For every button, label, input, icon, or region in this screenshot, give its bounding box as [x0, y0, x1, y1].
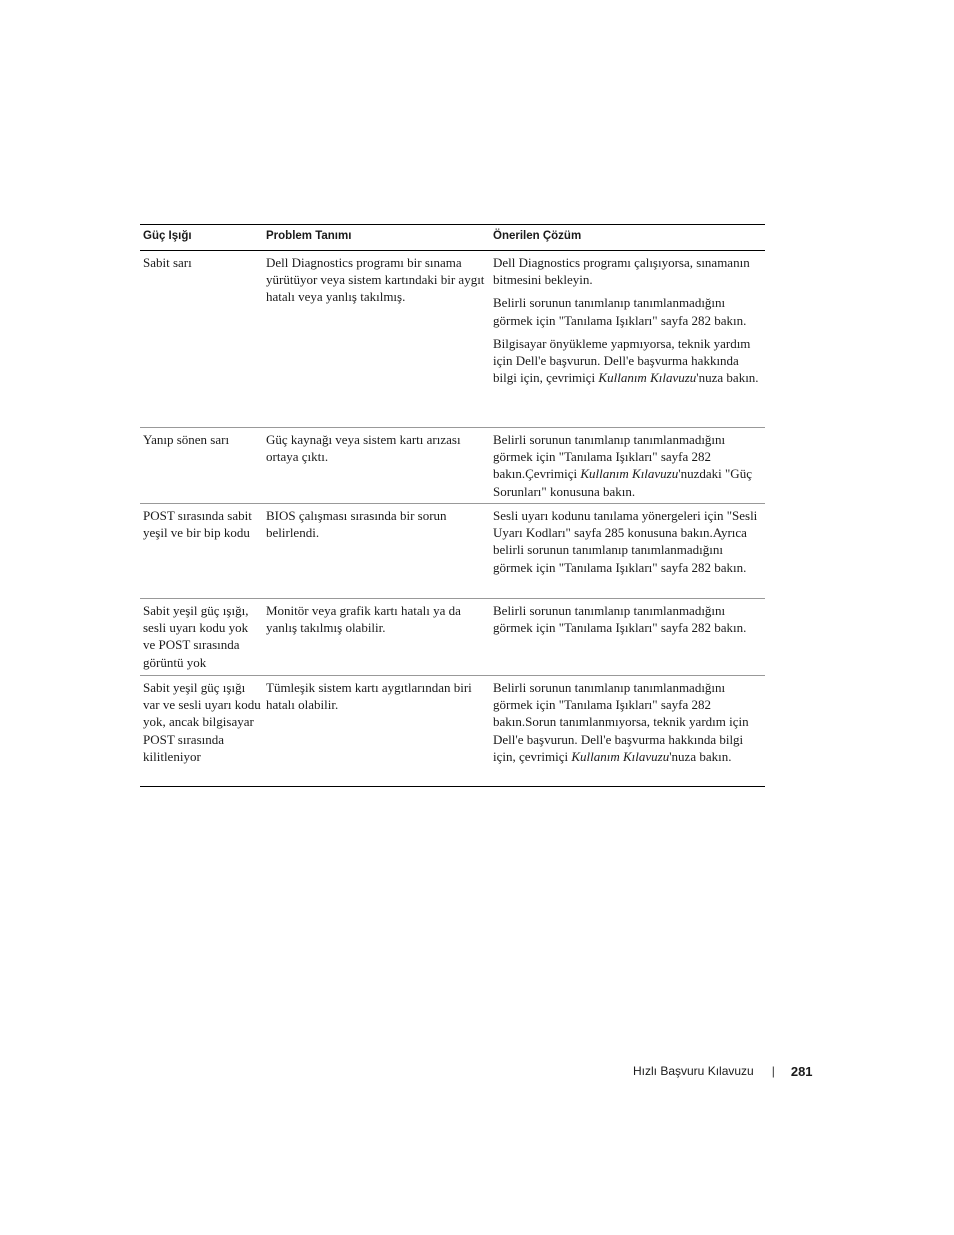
- page-number: 281: [790, 1063, 813, 1079]
- column-header-problem: Problem Tanımı: [266, 230, 352, 242]
- page-footer: [633, 1062, 813, 1080]
- italic-title: Kullanım Kılavuzu: [598, 370, 697, 386]
- italic-title: Kullanım Kılavuzu: [571, 748, 670, 764]
- solution-paragraph: Sesli uyarı kodunu tanılama yönergeleri için "Sesli Uyarı Kodları" sayfa 285 konusuna bakın.Ayrıca belirli sorunun tanımlanıp tanımlanmadığını görmek için "Tanılama Işıkları" sayfa 282 bakın.: [493, 508, 758, 575]
- solution-paragraph: Bilgisayar önyükleme yapmıyorsa, teknik yardım için Dell'e başvurun. Dell'e başvurma hakkında bilgi için, çevrimiçi Kullanım Kılavuzu'nuza bakın.: [493, 335, 759, 386]
- solution-paragraph: Belirli sorunun tanımlanıp tanımlanmadığını görmek için "Tanılama Işıkları" sayfa 282 bakın.: [493, 295, 747, 328]
- footer-title: Hızlı Başvuru Kılavuzu: [633, 1064, 754, 1078]
- solution-cell: [490, 599, 765, 675]
- solution-cell: [490, 428, 765, 503]
- problem-cell: Dell Diagnostics programı bir sınama yürütüyor veya sistem kartındaki bir aygıt hatalı veya yanlış takılmış.: [266, 255, 485, 305]
- table-row: [140, 598, 765, 675]
- power-light-table: [140, 224, 765, 787]
- power-light-cell: Sabit yeşil güç ışığı, sesli uyarı kodu yok ve POST sırasında görüntü yok: [143, 603, 249, 670]
- footer-separator: |: [771, 1064, 775, 1078]
- solution-paragraph: Belirli sorunun tanımlanıp tanımlanmadığını görmek için "Tanılama Işıkları" sayfa 282 bakın.Çevrimiçi Kullanım Kılavuzu'nuzdaki "Güç Sorunları" konusuna bakın.: [493, 432, 752, 499]
- solution-paragraph: Belirli sorunun tanımlanıp tanımlanmadığını görmek için "Tanılama Işıkları" sayfa 282 bakın.Sorun tanımlanmıyorsa, teknik yardım için Dell'e başvurun. Dell'e başvurma hakkında bilgi için, çevrimiçi Kullanım Kılavuzu'nuza bakın.: [493, 680, 749, 764]
- problem-cell: BIOS çalışması sırasında bir sorun belirlendi.: [266, 508, 447, 541]
- table-row: [140, 427, 765, 503]
- power-light-cell: Yanıp sönen sarı: [143, 432, 230, 447]
- problem-cell: Güç kaynağı veya sistem kartı arızası ortaya çıktı.: [266, 432, 461, 465]
- column-header-power-light: Güç Işığı: [143, 230, 192, 242]
- solution-cell: [490, 676, 765, 786]
- italic-title: Kullanım Kılavuzu: [580, 466, 679, 482]
- solution-paragraph: Dell Diagnostics programı çalışıyorsa, sınamanın bitmesini bekleyin.: [493, 255, 750, 288]
- power-light-cell: POST sırasında sabit yeşil ve bir bip kodu: [143, 508, 252, 541]
- problem-cell: Tümleşik sistem kartı aygıtlarından biri hatalı olabilir.: [266, 680, 472, 713]
- problem-cell: Monitör veya grafik kartı hatalı ya da yanlış takılmış olabilir.: [266, 603, 461, 636]
- power-light-cell: Sabit sarı: [143, 255, 192, 270]
- solution-paragraph: Belirli sorunun tanımlanıp tanımlanmadığını görmek için "Tanılama Işıkları" sayfa 282 bakın.: [493, 603, 747, 636]
- power-light-cell: Sabit yeşil güç ışığı var ve sesli uyarı kodu yok, ancak bilgisayar POST sırasında kilitleniyor: [143, 680, 261, 764]
- table-header-row: [140, 225, 765, 251]
- solution-cell: [490, 251, 765, 427]
- table-row: [140, 503, 765, 598]
- table-row: [140, 675, 765, 786]
- solution-cell: [490, 504, 765, 598]
- column-header-solution: Önerilen Çözüm: [493, 230, 582, 242]
- table-row: [140, 251, 765, 427]
